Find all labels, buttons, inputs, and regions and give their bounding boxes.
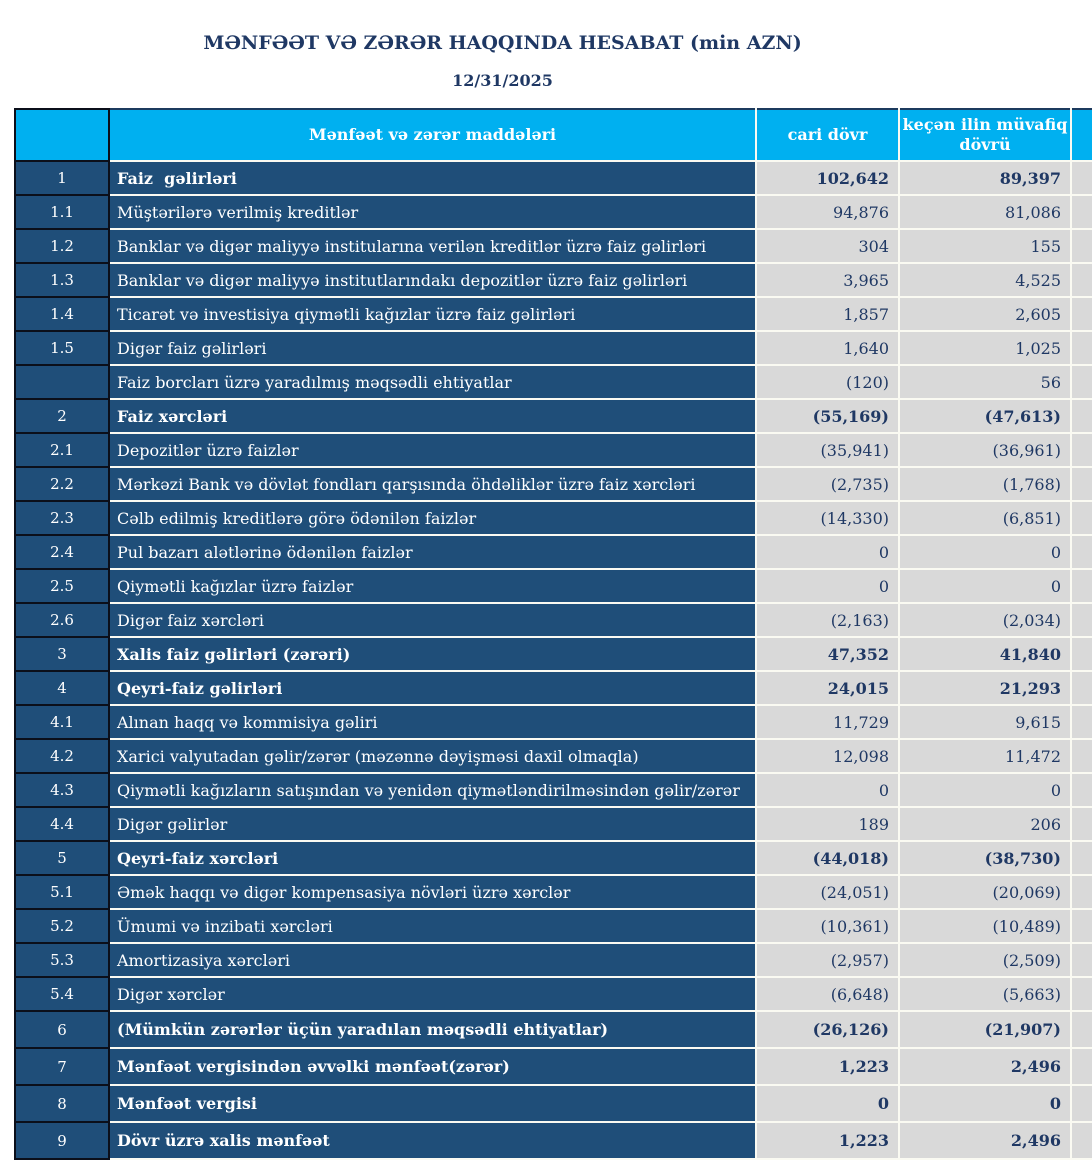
previous-period-value-cell: (38,730) xyxy=(899,841,1071,875)
table-row xyxy=(15,943,1092,977)
current-period-value-cell: 24,015 xyxy=(756,671,899,705)
row-overflow-sliver-cell xyxy=(1071,603,1092,637)
previous-period-value-cell: 0 xyxy=(899,535,1071,569)
current-period-value-cell: 102,642 xyxy=(756,161,899,195)
item-label-cell: Faiz xərcləri xyxy=(109,399,756,433)
item-label-cell: Ticarət və investisiya qiymətli kağızlar üzrə faiz gəlirləri xyxy=(109,297,756,331)
table-row xyxy=(15,637,1092,671)
row-overflow-sliver-cell xyxy=(1071,331,1092,365)
table-row xyxy=(15,1048,1092,1085)
row-overflow-sliver-cell xyxy=(1071,569,1092,603)
col-empty-header xyxy=(15,109,109,161)
current-period-value-cell: 3,965 xyxy=(756,263,899,297)
current-period-value-cell: (6,648) xyxy=(756,977,899,1011)
pnl-table xyxy=(14,108,1092,1160)
current-period-value-cell: (26,126) xyxy=(756,1011,899,1048)
row-number-cell: 5 xyxy=(15,841,109,875)
item-label-cell: Amortizasiya xərcləri xyxy=(109,943,756,977)
table-row xyxy=(15,569,1092,603)
table-row xyxy=(15,807,1092,841)
row-number-cell: 1.3 xyxy=(15,263,109,297)
current-period-value-cell: 0 xyxy=(756,569,899,603)
row-overflow-sliver-cell xyxy=(1071,841,1092,875)
item-label-cell: Digər faiz xərcləri xyxy=(109,603,756,637)
col-current-period-header: cari dövr xyxy=(756,109,899,161)
report-date: 12/31/2025 xyxy=(452,71,553,90)
item-label-cell: Dövr üzrə xalis mənfəət xyxy=(109,1122,756,1159)
row-overflow-sliver-cell xyxy=(1071,909,1092,943)
current-period-value-cell: (120) xyxy=(756,365,899,399)
current-period-value-cell: 0 xyxy=(756,535,899,569)
row-number-cell: 5.1 xyxy=(15,875,109,909)
row-number-cell: 2.4 xyxy=(15,535,109,569)
row-number-cell: 5.2 xyxy=(15,909,109,943)
row-number-cell: 2.3 xyxy=(15,501,109,535)
current-period-value-cell: 1,223 xyxy=(756,1048,899,1085)
table-row xyxy=(15,263,1092,297)
previous-period-value-cell: (2,034) xyxy=(899,603,1071,637)
previous-period-value-cell: 155 xyxy=(899,229,1071,263)
row-overflow-sliver-cell xyxy=(1071,1048,1092,1085)
previous-period-value-cell: 89,397 xyxy=(899,161,1071,195)
row-overflow-sliver-cell xyxy=(1071,399,1092,433)
row-overflow-sliver-cell xyxy=(1071,773,1092,807)
item-label-cell: Mənfəət vergisindən əvvəlki mənfəət(zərər) xyxy=(109,1048,756,1085)
row-overflow-sliver-cell xyxy=(1071,195,1092,229)
table-row xyxy=(15,739,1092,773)
current-period-value-cell: 1,857 xyxy=(756,297,899,331)
current-period-value-cell: 304 xyxy=(756,229,899,263)
previous-period-value-cell: 2,496 xyxy=(899,1048,1071,1085)
item-label-cell: Depozitlər üzrə faizlər xyxy=(109,433,756,467)
row-overflow-sliver-cell xyxy=(1071,263,1092,297)
row-number-cell: 6 xyxy=(15,1011,109,1048)
row-overflow-sliver-cell xyxy=(1071,1122,1092,1159)
current-period-value-cell: (14,330) xyxy=(756,501,899,535)
row-overflow-sliver-cell xyxy=(1071,535,1092,569)
table-row xyxy=(15,195,1092,229)
item-label-cell: Mərkəzi Bank və dövlət fondları qarşısında öhdəliklər üzrə faiz xərcləri xyxy=(109,467,756,501)
previous-period-value-cell: 11,472 xyxy=(899,739,1071,773)
row-number-cell: 9 xyxy=(15,1122,109,1159)
previous-period-value-cell: (47,613) xyxy=(899,399,1071,433)
previous-period-value-cell: 21,293 xyxy=(899,671,1071,705)
item-label-cell: (Mümkün zərərlər üçün yaradılan məqsədli ehtiyatlar) xyxy=(109,1011,756,1048)
previous-period-value-cell: (20,069) xyxy=(899,875,1071,909)
previous-period-value-cell: 9,615 xyxy=(899,705,1071,739)
current-period-value-cell: (35,941) xyxy=(756,433,899,467)
item-label-cell: Qiymətli kağızlar üzrə faizlər xyxy=(109,569,756,603)
previous-period-value-cell: 81,086 xyxy=(899,195,1071,229)
previous-period-value-cell: 2,605 xyxy=(899,297,1071,331)
current-period-value-cell: 189 xyxy=(756,807,899,841)
table-row xyxy=(15,467,1092,501)
row-overflow-sliver-cell xyxy=(1071,943,1092,977)
previous-period-value-cell: 0 xyxy=(899,773,1071,807)
row-overflow-sliver-cell xyxy=(1071,739,1092,773)
item-label-cell: Qeyri-faiz xərcləri xyxy=(109,841,756,875)
item-label-cell: Müştərilərə verilmiş kreditlər xyxy=(109,195,756,229)
row-overflow-sliver-cell xyxy=(1071,705,1092,739)
previous-period-value-cell: 0 xyxy=(899,569,1071,603)
current-period-value-cell: 0 xyxy=(756,773,899,807)
previous-period-value-cell: 1,025 xyxy=(899,331,1071,365)
row-overflow-sliver-cell xyxy=(1071,297,1092,331)
table-row xyxy=(15,161,1092,195)
previous-period-value-cell: (10,489) xyxy=(899,909,1071,943)
row-number-cell: 8 xyxy=(15,1085,109,1122)
pnl-table-body xyxy=(15,161,1092,1159)
table-row xyxy=(15,331,1092,365)
table-row xyxy=(15,433,1092,467)
current-period-value-cell: (44,018) xyxy=(756,841,899,875)
item-label-cell: Digər gəlirlər xyxy=(109,807,756,841)
row-number-cell: 7 xyxy=(15,1048,109,1085)
report-title: MƏNFƏƏT VƏ ZƏRƏR HAQQINDA HESABAT (min AZN) xyxy=(203,32,802,54)
previous-period-value-cell: (2,509) xyxy=(899,943,1071,977)
row-number-cell: 2 xyxy=(15,399,109,433)
item-label-cell: Cəlb edilmiş kreditlərə görə ödənilən faizlər xyxy=(109,501,756,535)
row-overflow-sliver-cell xyxy=(1071,977,1092,1011)
row-number-cell: 2.2 xyxy=(15,467,109,501)
item-label-cell: Pul bazarı alətlərinə ödənilən faizlər xyxy=(109,535,756,569)
table-row xyxy=(15,841,1092,875)
table-row xyxy=(15,229,1092,263)
row-overflow-sliver-cell xyxy=(1071,637,1092,671)
row-overflow-sliver-cell xyxy=(1071,1011,1092,1048)
item-label-cell: Mənfəət vergisi xyxy=(109,1085,756,1122)
item-label-cell: Alınan haqq və kommisiya gəliri xyxy=(109,705,756,739)
item-label-cell: Əmək haqqı və digər kompensasiya növləri üzrə xərclər xyxy=(109,875,756,909)
row-number-cell: 2.5 xyxy=(15,569,109,603)
table-row xyxy=(15,297,1092,331)
table-row xyxy=(15,977,1092,1011)
table-row xyxy=(15,1011,1092,1048)
row-overflow-sliver-cell xyxy=(1071,467,1092,501)
previous-period-value-cell: 0 xyxy=(899,1085,1071,1122)
table-row xyxy=(15,1122,1092,1159)
item-label-cell: Xarici valyutadan gəlir/zərər (məzənnə dəyişməsi daxil olmaqla) xyxy=(109,739,756,773)
previous-period-value-cell: 41,840 xyxy=(899,637,1071,671)
pnl-table-header xyxy=(15,109,1092,161)
item-label-cell: Qeyri-faiz gəlirləri xyxy=(109,671,756,705)
item-label-cell: Faiz borcları üzrə yaradılmış məqsədli ehtiyatlar xyxy=(109,365,756,399)
current-period-value-cell: (2,735) xyxy=(756,467,899,501)
row-number-cell: 4.2 xyxy=(15,739,109,773)
row-number-cell: 2.6 xyxy=(15,603,109,637)
row-overflow-sliver-cell xyxy=(1071,875,1092,909)
current-period-value-cell: (2,163) xyxy=(756,603,899,637)
row-number-cell: 1.2 xyxy=(15,229,109,263)
current-period-value-cell: 12,098 xyxy=(756,739,899,773)
row-number-cell: 4.4 xyxy=(15,807,109,841)
row-number-cell: 2.1 xyxy=(15,433,109,467)
row-overflow-sliver-cell xyxy=(1071,161,1092,195)
col-previous-period-header: keçən ilin müvafiq dövrü xyxy=(899,109,1071,161)
row-number-cell: 1.1 xyxy=(15,195,109,229)
row-number-cell: 1.5 xyxy=(15,331,109,365)
previous-period-value-cell: (21,907) xyxy=(899,1011,1071,1048)
row-overflow-sliver-cell xyxy=(1071,807,1092,841)
table-row xyxy=(15,365,1092,399)
current-period-value-cell: (10,361) xyxy=(756,909,899,943)
table-row xyxy=(15,1085,1092,1122)
item-label-cell: Banklar və digər maliyyə institutlarındakı depozitlər üzrə faiz gəlirləri xyxy=(109,263,756,297)
row-overflow-sliver-cell xyxy=(1071,365,1092,399)
row-number-cell: 1 xyxy=(15,161,109,195)
current-period-value-cell: 1,640 xyxy=(756,331,899,365)
row-number-cell: 4.3 xyxy=(15,773,109,807)
row-overflow-sliver-cell xyxy=(1071,229,1092,263)
previous-period-value-cell: (5,663) xyxy=(899,977,1071,1011)
row-overflow-sliver-cell xyxy=(1071,433,1092,467)
table-row xyxy=(15,875,1092,909)
row-number-cell xyxy=(15,365,109,399)
current-period-value-cell: 94,876 xyxy=(756,195,899,229)
row-number-cell: 3 xyxy=(15,637,109,671)
current-period-value-cell: (24,051) xyxy=(756,875,899,909)
row-overflow-sliver-cell xyxy=(1071,1085,1092,1122)
item-label-cell: Faiz gəlirləri xyxy=(109,161,756,195)
table-row xyxy=(15,705,1092,739)
previous-period-value-cell: (36,961) xyxy=(899,433,1071,467)
row-number-cell: 5.3 xyxy=(15,943,109,977)
item-label-cell: Digər faiz gəlirləri xyxy=(109,331,756,365)
col-items-header: Mənfəət və zərər maddələri xyxy=(109,109,756,161)
header-row xyxy=(15,109,1092,161)
previous-period-value-cell: (1,768) xyxy=(899,467,1071,501)
row-overflow-sliver-cell xyxy=(1071,501,1092,535)
table-row xyxy=(15,671,1092,705)
item-label-cell: Ümumi və inzibati xərcləri xyxy=(109,909,756,943)
table-row xyxy=(15,501,1092,535)
current-period-value-cell: (55,169) xyxy=(756,399,899,433)
previous-period-value-cell: (6,851) xyxy=(899,501,1071,535)
row-number-cell: 4 xyxy=(15,671,109,705)
table-row xyxy=(15,399,1092,433)
current-period-value-cell: 1,223 xyxy=(756,1122,899,1159)
row-overflow-sliver-cell xyxy=(1071,671,1092,705)
table-row xyxy=(15,909,1092,943)
previous-period-value-cell: 206 xyxy=(899,807,1071,841)
table-row xyxy=(15,603,1092,637)
current-period-value-cell: 47,352 xyxy=(756,637,899,671)
previous-period-value-cell: 56 xyxy=(899,365,1071,399)
item-label-cell: Xalis faiz gəlirləri (zərəri) xyxy=(109,637,756,671)
row-number-cell: 4.1 xyxy=(15,705,109,739)
row-number-cell: 1.4 xyxy=(15,297,109,331)
current-period-value-cell: (2,957) xyxy=(756,943,899,977)
previous-period-value-cell: 4,525 xyxy=(899,263,1071,297)
item-label-cell: Qiymətli kağızların satışından və yenidən qiymətləndirilməsindən gəlir/zərər xyxy=(109,773,756,807)
previous-period-value-cell: 2,496 xyxy=(899,1122,1071,1159)
table-row xyxy=(15,535,1092,569)
item-label-cell: Banklar və digər maliyyə institularına verilən kreditlər üzrə faiz gəlirləri xyxy=(109,229,756,263)
current-period-value-cell: 11,729 xyxy=(756,705,899,739)
row-number-cell: 5.4 xyxy=(15,977,109,1011)
col-overflow-sliver-header xyxy=(1071,109,1092,161)
current-period-value-cell: 0 xyxy=(756,1085,899,1122)
item-label-cell: Digər xərclər xyxy=(109,977,756,1011)
table-row xyxy=(15,773,1092,807)
